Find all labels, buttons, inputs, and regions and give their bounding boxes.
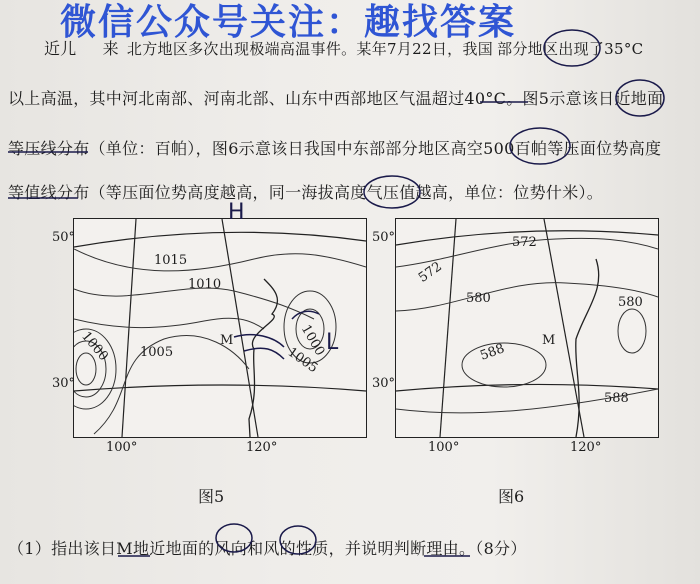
line1-mid2: 北方地区多次出现极端高温事件。某年7月22日，我国 — [126, 40, 494, 58]
figure-5-caption: 图5 — [198, 487, 225, 506]
fig5-isobar-label-1000-b: 1000 — [297, 322, 328, 359]
fig5-isobar-label-1000-a: 1000 — [78, 329, 111, 364]
fig6-contour-label-580-b: 580 — [618, 295, 643, 310]
fig6-lat-50: 50° — [372, 230, 396, 245]
fig5-isobar-label-1010: 1010 — [188, 277, 222, 292]
figure-5-isobars — [74, 219, 366, 437]
handwritten-h-mark: H — [228, 200, 245, 225]
fig6-lon-100: 100° — [428, 440, 460, 455]
fig6-point-m: M — [542, 333, 556, 348]
fig5-lon-100: 100° — [106, 440, 138, 455]
watermark-text: 微信公众号关注：趣找答案 — [60, 2, 517, 43]
figure-5-map — [73, 218, 367, 438]
fig5-isobar-label-1005-a: 1005 — [140, 345, 174, 360]
fig5-lon-120: 120° — [246, 440, 278, 455]
paragraph-line-4: 等值线分布（等压面位势高度越高，同一海拔高度气压值越高，单位：位势什米）。 — [8, 183, 604, 202]
fig5-isobar-label-1015: 1015 — [154, 253, 188, 268]
paragraph-line-2: 以上高温，其中河北南部、河南北部、山东中西部地区气温超过40°C。图5示意该日近地面 — [8, 89, 664, 108]
figure-6-map — [395, 218, 659, 438]
fig6-contour-label-588-a: 588 — [478, 341, 507, 364]
paragraph-line-1 — [44, 36, 643, 59]
fig6-contour-label-588-b: 588 — [604, 391, 629, 406]
fig5-lat-30: 30° — [52, 376, 76, 391]
handwritten-l-mark: L — [326, 330, 339, 355]
fig6-lat-30: 30° — [372, 376, 396, 391]
paragraph-line-3: 等压线分布（单位：百帕），图6示意该日我国中东部部分地区高空500百帕等压面位势高度 — [8, 139, 662, 158]
line1-start: 近儿 — [44, 39, 77, 58]
question-1: （1）指出该日M地近地面的风向和风的性质，并说明判断理由。（8分） — [8, 539, 527, 558]
figure-6-caption: 图6 — [498, 487, 525, 506]
fig5-isobar-label-1005-b: 1005 — [284, 344, 321, 377]
fig6-contour-label-572-a: 572 — [415, 259, 445, 286]
fig5-lat-50-outer: 50° — [52, 230, 76, 245]
fig6-contour-label-572-b: 572 — [512, 235, 537, 250]
line1-end: 部分地区出现了35°C — [497, 40, 644, 58]
fig6-contour-label-580-a: 580 — [466, 291, 491, 306]
line1-mid: 来 — [102, 39, 119, 58]
fig6-lon-120: 120° — [570, 440, 602, 455]
fig5-point-m: M — [220, 333, 234, 348]
